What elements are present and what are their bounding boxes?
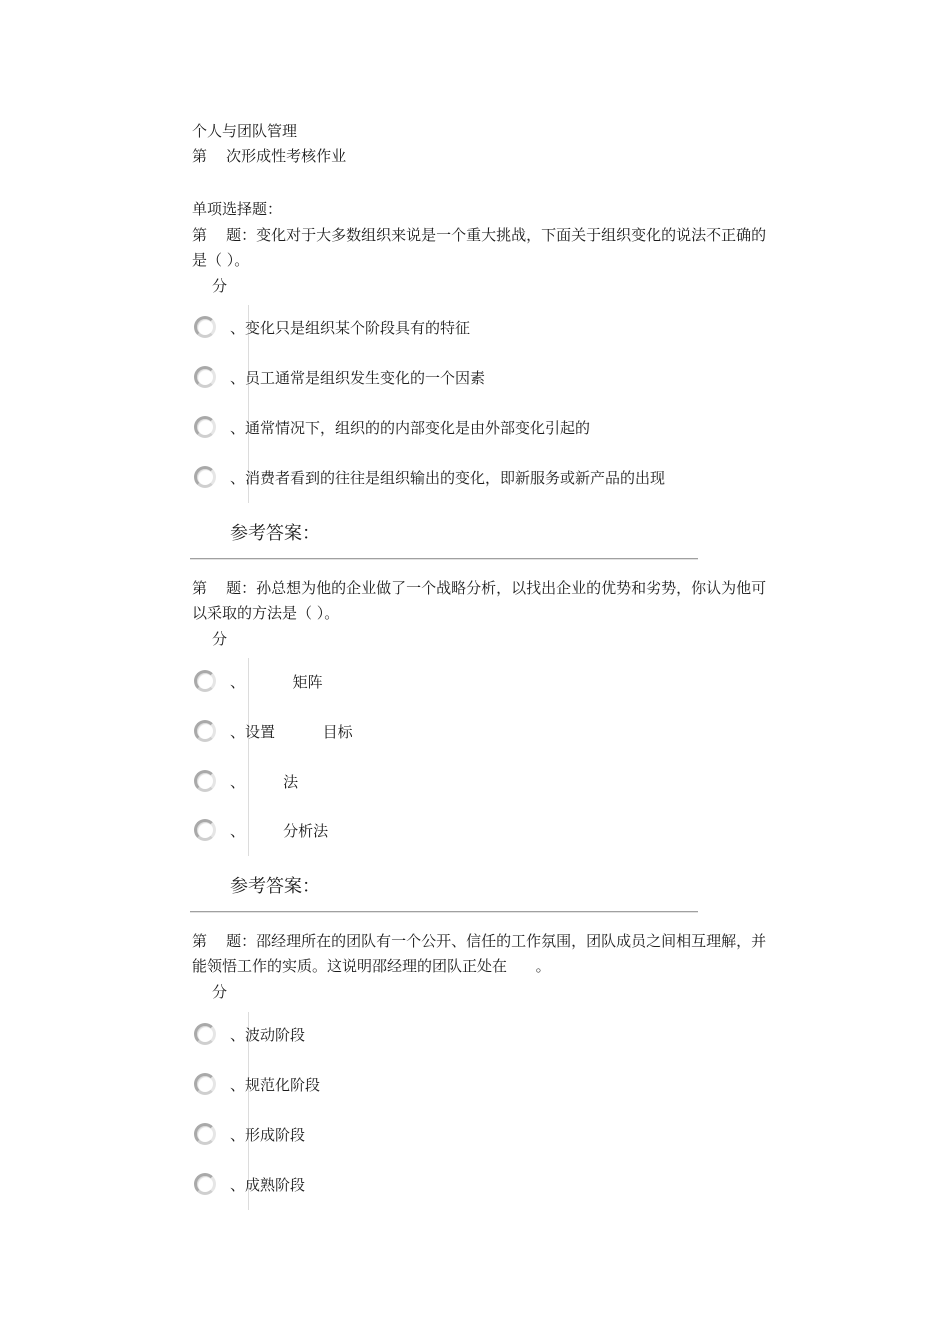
option-label: 、 分析法 <box>230 822 329 840</box>
option-label: 、 法 <box>230 773 299 791</box>
question-3-score: 分 <box>212 983 228 1001</box>
option-label: 、成熟阶段 <box>230 1176 306 1194</box>
radio-button[interactable] <box>194 316 216 338</box>
option-label: 、通常情况下，组织的的内部变化是由外部变化引起的 <box>230 419 591 437</box>
radio-button[interactable] <box>194 1173 216 1195</box>
question-3-option-c[interactable] <box>192 1121 752 1155</box>
question-1-score: 分 <box>212 277 228 295</box>
question-2-option-d[interactable] <box>192 817 752 851</box>
question-1-option-b[interactable] <box>192 364 752 398</box>
question-3-option-d[interactable] <box>192 1171 752 1205</box>
option-label: 、员工通常是组织发生变化的一个因素 <box>230 369 486 387</box>
question-3-prefix: 第 题： <box>192 932 257 950</box>
question-1-option-d[interactable] <box>192 464 752 498</box>
radio-button[interactable] <box>194 1073 216 1095</box>
section-title: 单项选择题： <box>192 200 283 218</box>
radio-button[interactable] <box>194 670 216 692</box>
question-1-separator <box>190 558 698 560</box>
question-2-prefix: 第 题： <box>192 579 257 597</box>
question-1-answer-label: 参考答案： <box>230 523 320 544</box>
question-1-prefix: 第 题： <box>192 226 257 244</box>
question-2-option-a[interactable] <box>192 668 752 702</box>
question-3-text <box>192 929 767 979</box>
question-1-option-c[interactable] <box>192 414 752 448</box>
radio-button[interactable] <box>194 1023 216 1045</box>
option-label: 、形成阶段 <box>230 1126 306 1144</box>
document-subtitle: 第 次形成性考核作业 <box>192 147 347 165</box>
question-2-separator <box>190 911 698 913</box>
radio-button[interactable] <box>194 1123 216 1145</box>
option-label: 、波动阶段 <box>230 1026 306 1044</box>
question-2-body: 孙总想为他的企业做了一个战略分析，以找出企业的优势和劣势，你认为他可以采取的方法是（ ）。 <box>192 579 767 622</box>
question-2-option-c[interactable] <box>192 768 752 802</box>
question-3-body: 邵经理所在的团队有一个公开、信任的工作氛围，团队成员之间相互理解，并能领悟工作的实质。这说明邵经理的团队正处在 。 <box>192 932 767 975</box>
question-2-answer-label: 参考答案： <box>230 876 320 897</box>
question-2-text <box>192 576 767 626</box>
radio-button[interactable] <box>194 366 216 388</box>
question-1-option-a[interactable] <box>192 314 752 348</box>
document-title: 个人与团队管理 <box>192 122 298 140</box>
question-2-score: 分 <box>212 630 228 648</box>
option-label: 、变化只是组织某个阶段具有的特征 <box>230 319 471 337</box>
radio-button[interactable] <box>194 416 216 438</box>
radio-button[interactable] <box>194 819 216 841</box>
question-2-option-b[interactable] <box>192 718 752 752</box>
option-label: 、消费者看到的往往是组织输出的变化，即新服务或新产品的出现 <box>230 469 666 487</box>
option-label: 、 矩阵 <box>230 673 323 691</box>
radio-button[interactable] <box>194 770 216 792</box>
question-3-option-b[interactable] <box>192 1071 752 1105</box>
question-3-option-a[interactable] <box>192 1021 752 1055</box>
question-1-body: 变化对于大多数组织来说是一个重大挑战，下面关于组织变化的说法不正确的是（ ）。 <box>192 226 767 269</box>
question-1-text <box>192 223 767 273</box>
option-label: 、规范化阶段 <box>230 1076 321 1094</box>
radio-button[interactable] <box>194 466 216 488</box>
radio-button[interactable] <box>194 720 216 742</box>
option-label: 、设置 目标 <box>230 723 353 741</box>
